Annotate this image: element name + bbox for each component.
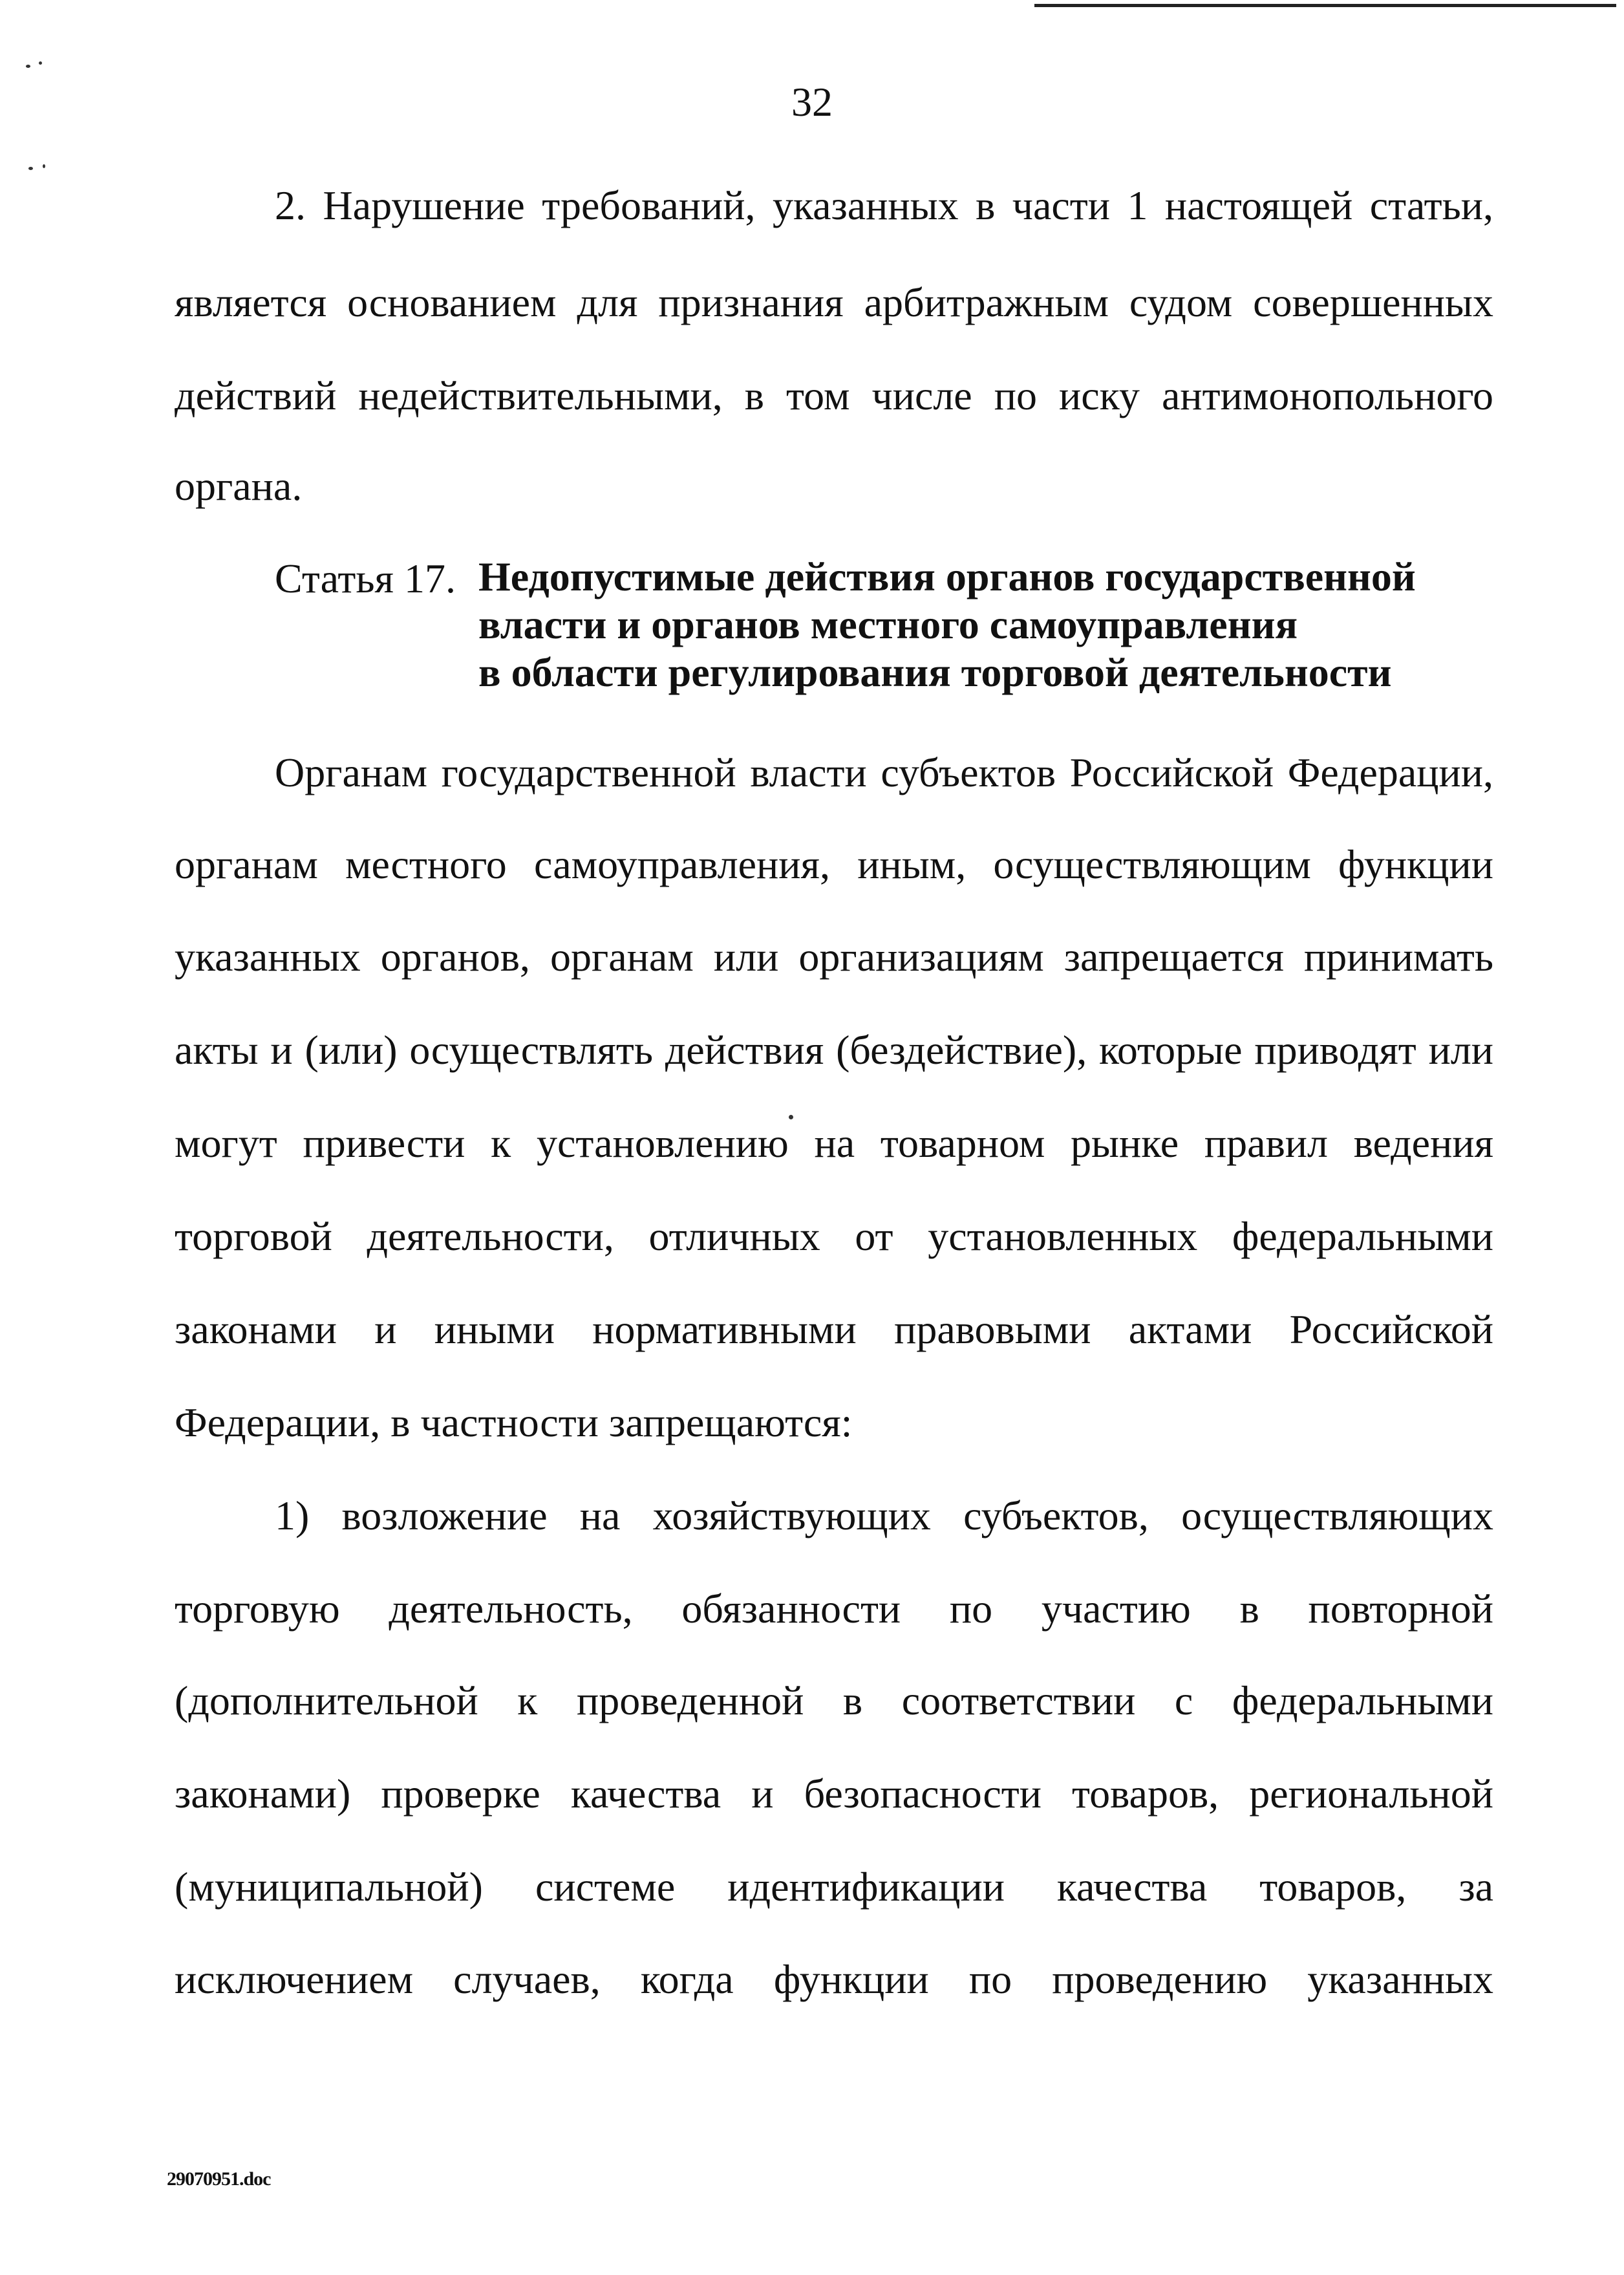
article-title-line: в области регулирования торговой деятельности — [478, 649, 1392, 695]
article-title-line: Недопустимые действия органов государственной — [478, 554, 1416, 599]
page-number: 32 — [791, 79, 833, 125]
scan-top-rule — [1034, 4, 1616, 7]
scan-speck — [28, 167, 33, 170]
item-1-line: 1) возложение на хозяйствующих субъектов, осуществляющих — [275, 1493, 1493, 1538]
footer-doc-id: 29070951.doc — [167, 2168, 271, 2190]
body-intro-line: торговой деятельности, отличных от установленных федеральными — [175, 1213, 1493, 1259]
body-intro-line: Органам государственной власти субъектов Российской Федерации, — [275, 749, 1493, 795]
body-intro-line: акты и (или) осуществлять действия (бездействие), которые приводят или — [175, 1027, 1493, 1073]
item-1-line: исключением случаев, когда функции по проведению указанных — [175, 1956, 1493, 2002]
body-intro-line: законами и иными нормативными правовыми актами Российской — [175, 1306, 1493, 1352]
body-intro-line: органам местного самоуправления, иным, осуществляющим функции — [175, 841, 1493, 887]
body-intro-line: указанных органов, органам или организациям запрещается принимать — [175, 934, 1493, 980]
article-title-line: власти и органов местного самоуправления — [478, 601, 1298, 647]
item-1-line: законами) проверке качества и безопасности товаров, региональной — [175, 1771, 1493, 1817]
scan-speck — [26, 65, 30, 68]
paragraph-2-line: 2. Нарушение требований, указанных в части 1 настоящей статьи, — [275, 182, 1493, 228]
body-intro-line: могут привести к установлению на товарном рынке правил ведения — [175, 1120, 1493, 1166]
item-1-line: (муниципальной) системе идентификации качества товаров, за — [175, 1864, 1493, 1910]
body-intro-line: Федерации, в частности запрещаются: — [175, 1399, 853, 1445]
paragraph-2-line: является основанием для признания арбитражным судом совершенных — [175, 279, 1493, 325]
item-1-line: (дополнительной к проведенной в соответствии с федеральными — [175, 1677, 1493, 1723]
paragraph-2-line: органа. — [175, 463, 303, 509]
paragraph-2-line: действий недействительными, в том числе по иску антимонопольного — [175, 372, 1493, 418]
item-1-line: торговую деятельность, обязанности по участию в повторной — [175, 1586, 1493, 1632]
scan-speck — [39, 61, 42, 65]
scan-speck — [43, 164, 45, 168]
article-label: Статья 17. — [275, 555, 456, 601]
